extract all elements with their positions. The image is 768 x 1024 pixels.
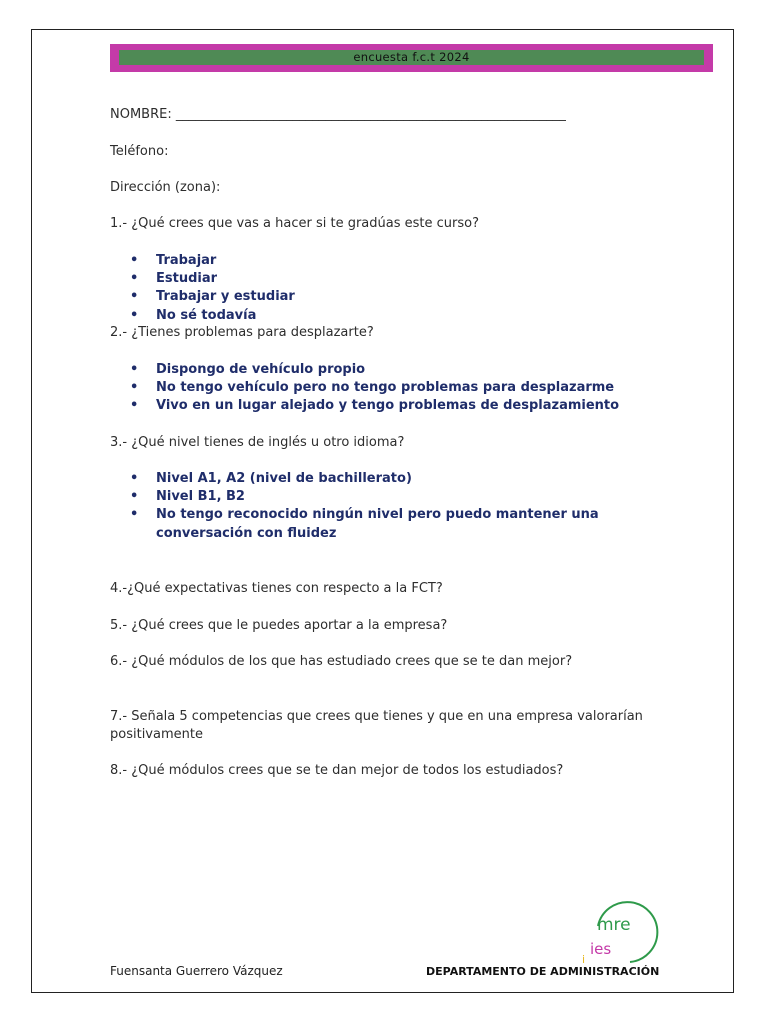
bullet-icon: • (130, 253, 139, 268)
logo-mark: i (582, 953, 586, 966)
bullet-icon: • (130, 489, 139, 505)
list-item: • Nivel A1, A2 (nivel de bachillerato) (130, 470, 656, 488)
logo-bottom-text: ies (590, 940, 612, 958)
question-3: 3.- ¿Qué nivel tienes de inglés u otro idioma? (110, 435, 405, 450)
question-4: 4.-¿Qué expectativas tienes con respecto a la FCT? (110, 581, 443, 596)
question-2: 2.- ¿Tienes problemas para desplazarte? (110, 325, 374, 340)
question-6: 6.- ¿Qué módulos de los que has estudiado crees que se te dan mejor? (110, 654, 573, 669)
school-logo (580, 898, 662, 968)
bullet-icon: • (130, 471, 139, 486)
bullet-icon: • (130, 271, 139, 287)
question-2-options (130, 361, 656, 416)
list-item: • Dispongo de vehículo propio (130, 361, 656, 379)
bullet-icon: • (130, 289, 139, 305)
question-3-options (130, 470, 656, 543)
author-name: Fuensanta Guerrero Vázquez (110, 964, 283, 978)
direccion-field: Dirección (zona): (110, 180, 221, 195)
list-item: • Trabajar (130, 252, 656, 270)
list-item: • No sé todavía (130, 307, 656, 325)
list-item: • Vivo en un lugar alejado y tengo problemas de desplazamiento (130, 397, 656, 415)
telefono-field: Teléfono: (110, 144, 169, 159)
list-item: • Nivel B1, B2 (130, 488, 656, 506)
question-5: 5.- ¿Qué crees que le puedes aportar a la empresa? (110, 618, 448, 633)
bullet-icon: • (130, 362, 139, 377)
question-1: 1.- ¿Qué crees que vas a hacer si te gradúas este curso? (110, 216, 479, 231)
bullet-icon: • (130, 398, 139, 414)
logo-top-text: mre (597, 915, 631, 935)
question-8: 8.- ¿Qué módulos crees que se te dan mejor de todos los estudiados? (110, 763, 564, 778)
title-banner (110, 44, 713, 72)
list-item: • No tengo reconocido ningún nivel pero puedo mantener una conversación con fluidez (130, 507, 599, 541)
nombre-field: NOMBRE: ____________________________________________________________ (110, 107, 566, 122)
bullet-icon: • (130, 507, 139, 523)
list-item: • Trabajar y estudiar (130, 288, 656, 306)
department-name: DEPARTAMENTO DE ADMINISTRACIÓN (426, 965, 660, 978)
list-item: • No tengo vehículo pero no tengo problemas para desplazarme (130, 379, 656, 397)
question-1-options (130, 252, 656, 325)
list-item: • Estudiar (130, 270, 656, 288)
document-title: encuesta f.c.t 2024 (119, 50, 704, 65)
question-7: 7.- Señala 5 competencias que crees que tienes y que en una empresa valorarían positivamente (110, 709, 643, 742)
bullet-icon: • (130, 307, 139, 323)
bullet-icon: • (130, 380, 139, 396)
